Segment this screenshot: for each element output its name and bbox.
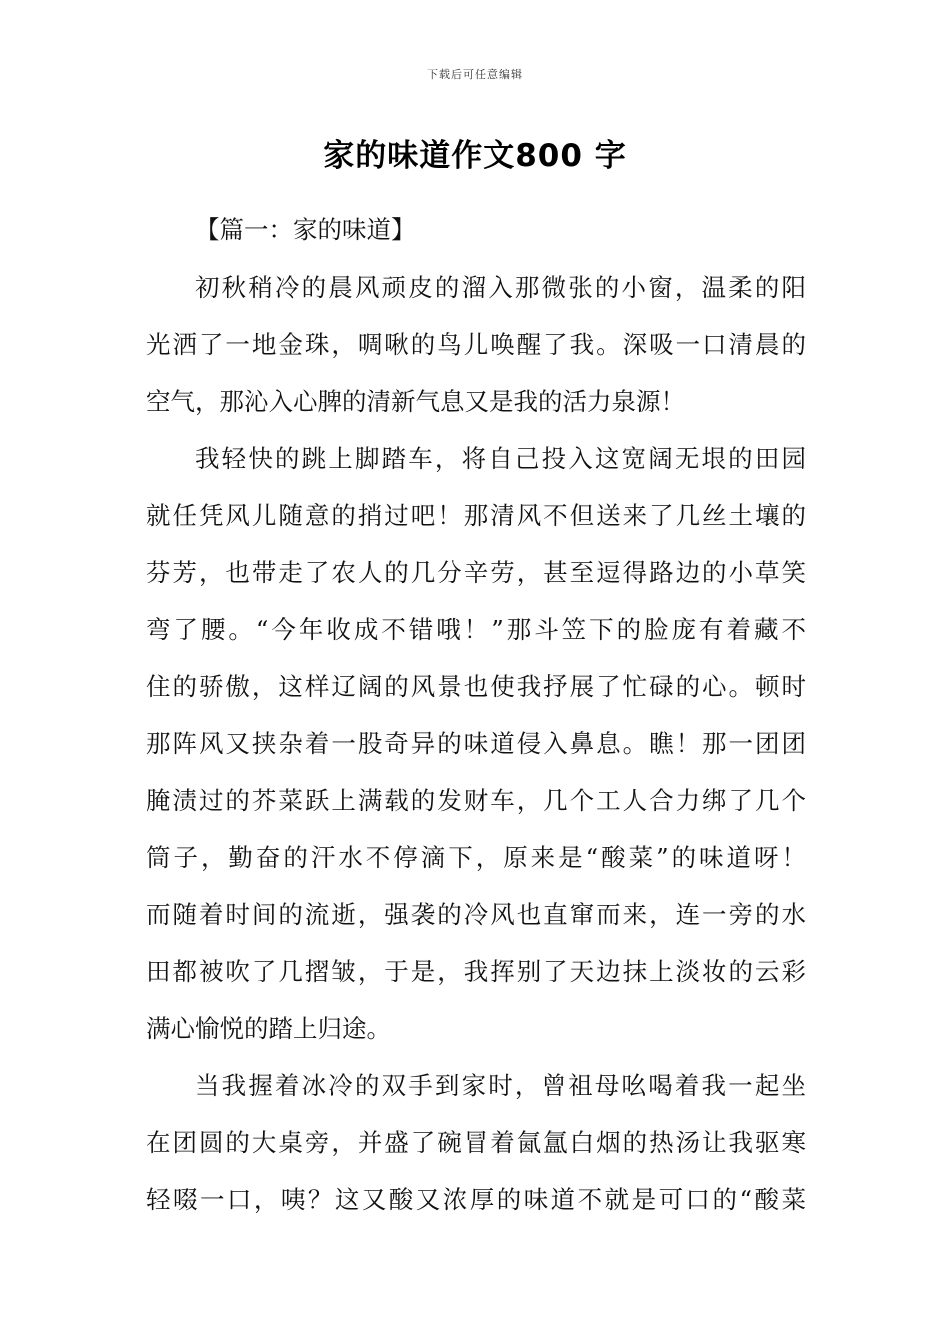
- text-line: 满心愉悦的踏上归途。: [146, 1014, 391, 1043]
- essay-body: [146, 201, 806, 1228]
- text-line: 空气，那沁入心脾的清新气息又是我的活力泉源！: [146, 387, 685, 416]
- text-line: 筒子，勤奋的汗水不停滴下，原来是“酸菜”的味道呀！: [146, 843, 806, 872]
- text-line: 而随着时间的流逝，强袭的冷风也直窜而来，连一旁的水: [146, 900, 806, 929]
- paragraph: [146, 430, 806, 1057]
- text-line: 轻啜一口，咦？这又酸又浓厚的味道不就是可口的“酸菜: [146, 1185, 806, 1214]
- page-title: 家的味道作文800 字: [323, 138, 627, 174]
- text-line: 那阵风又挟杂着一股奇异的味道侵入鼻息。瞧！那一团团: [146, 729, 806, 758]
- paragraph: [146, 1057, 806, 1228]
- text-line: 住的骄傲，这样辽阔的风景也使我抒展了忙碌的心。顿时: [146, 672, 806, 701]
- text-line: 光洒了一地金珠，啁啾的鸟儿唤醒了我。深吸一口清晨的: [146, 330, 806, 359]
- text-line: 初秋稍冷的晨风顽皮的溜入那微张的小窗，温柔的阳: [195, 273, 806, 302]
- text-line: 腌渍过的芥菜跃上满载的发财车，几个工人合力绑了几个: [146, 786, 806, 815]
- text-line: 在团圆的大桌旁，并盛了碗冒着氤氲白烟的热汤让我驱寒: [146, 1128, 806, 1157]
- text-line: 当我握着冰冷的双手到家时，曾祖母吆喝着我一起坐: [195, 1071, 806, 1100]
- text-line: 芬芳，也带走了农人的几分辛劳，甚至逗得路边的小草笑: [146, 558, 806, 587]
- text-line: 弯了腰。“今年收成不错哦！”那斗笠下的脸庞有着藏不: [146, 615, 806, 644]
- section-heading: 【篇一：家的味道】: [195, 215, 416, 244]
- text-line: 我轻快的跳上脚踏车，将自己投入这宽阔无垠的田园: [195, 444, 806, 473]
- text-line: 就任凭风儿随意的捎过吧！那清风不但送来了几丝土壤的: [146, 501, 806, 530]
- header-note: 下载后可任意编辑: [427, 68, 523, 81]
- paragraph: [146, 259, 806, 430]
- text-line: 田都被吹了几摺皱，于是，我挥别了天边抹上淡妆的云彩: [146, 957, 806, 986]
